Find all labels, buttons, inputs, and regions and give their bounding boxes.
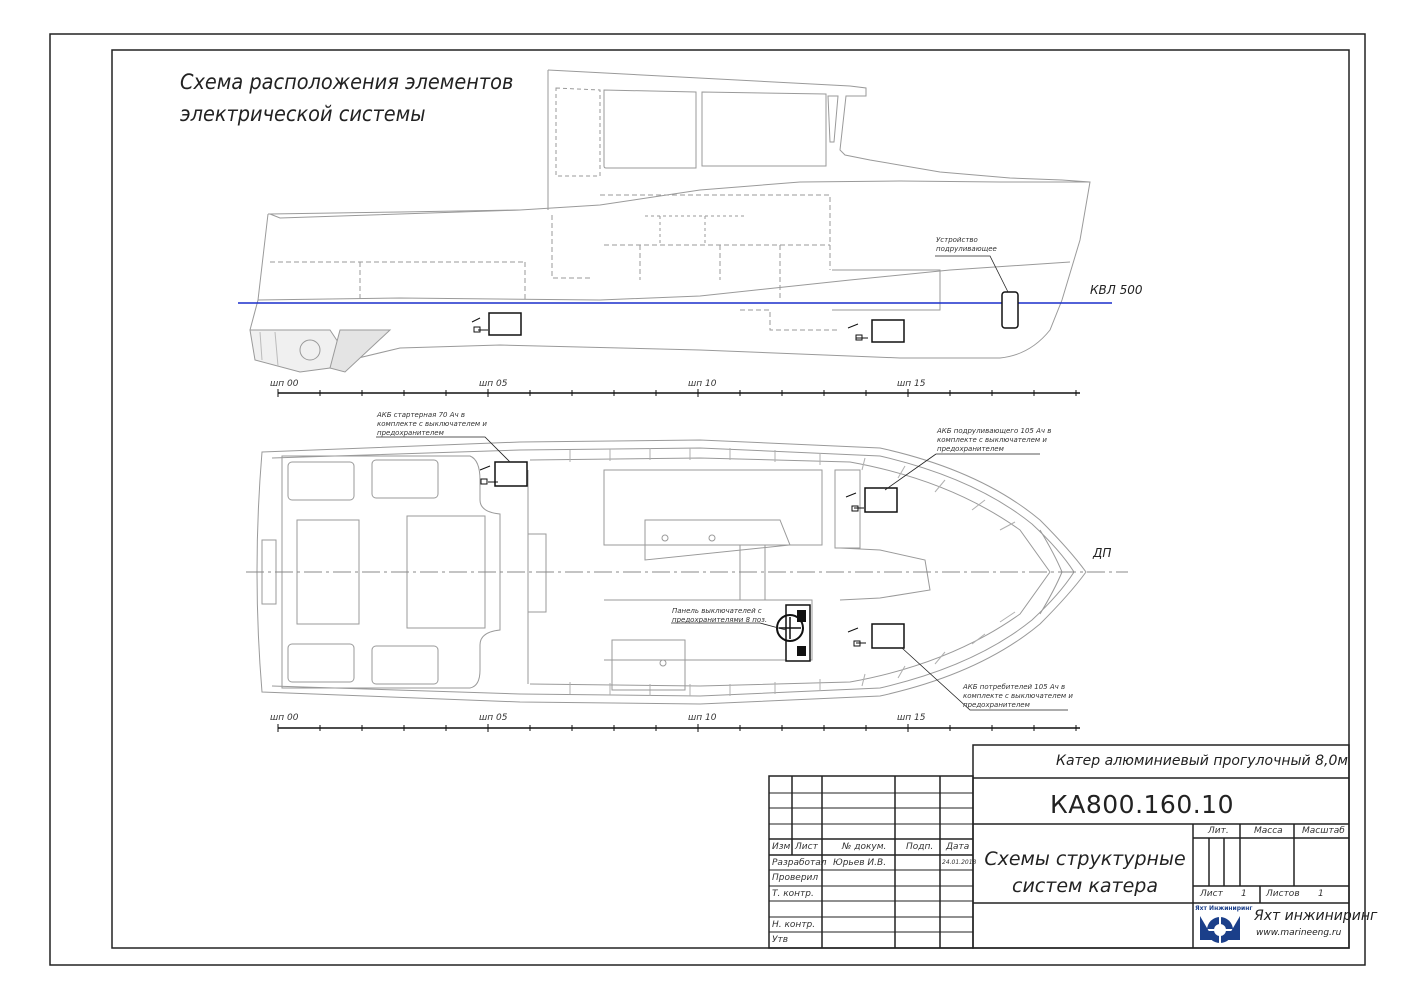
consumer-battery-line1: АКБ потребителей 105 Ач в [963,683,1066,691]
frame-label-15-plan: шп 15 [897,713,926,723]
row-approved: Утв [772,935,789,945]
plan-battery-consumer [848,624,904,648]
company-logo [1200,916,1240,943]
starter-battery-line2: комплекте с выключателем и [377,420,487,428]
company-website: www.marineeng.ru [1256,928,1342,938]
row-checked: Проверил [772,873,819,883]
frame-label-05-side: шп 05 [479,379,508,389]
thruster-battery-line1: АКБ подруливающего 105 Ач в [937,427,1052,435]
drawing-title [180,66,513,130]
col-header-sheet: Лист [795,842,818,852]
frame-scale-side [278,389,1080,397]
sheet-label: Лист [1200,889,1223,899]
consumer-battery-line2: комплекте с выключателем и [963,692,1073,700]
col-header-sign: Подп. [906,842,934,852]
thruster-label-line2: подруливающее [936,245,997,253]
developed-date: 24.01.2018 [942,859,977,866]
consumer-battery-line3: предохранителем [963,701,1030,709]
switch-panel-label [672,607,767,625]
scale-header: Масштаб [1302,826,1345,836]
row-tech-control: Т. контр. [772,889,814,899]
starter-battery-line3: предохранителем [377,429,444,437]
mass-header: Масса [1254,826,1283,836]
plan-battery-thruster [846,488,897,512]
plan-battery-starter [480,462,527,486]
side-battery-starter [472,313,521,335]
frame-label-10-plan: шп 10 [688,713,717,723]
switch-panel-console [777,605,810,661]
consumer-battery-label [963,683,1073,710]
frame-label-00-side: шп 00 [270,379,299,389]
outer-frame [50,34,1365,965]
logo-caption: Яхт Инжиниринг [1195,905,1253,912]
row-developed: Разработал [772,858,827,868]
lit-header: Лит. [1208,826,1229,836]
company-name: Яхт инжиниринг [1254,908,1378,924]
sheets-label: Листов [1266,889,1300,899]
switch-panel-line1: Панель выключателей с [672,607,762,615]
document-title [975,846,1195,900]
frame-label-10-side: шп 10 [688,379,717,389]
thruster-label-line1: Устройство [936,236,978,244]
thruster-battery-line2: комплекте с выключателем и [937,436,1047,444]
developer-name: Юрьев И.В. [833,858,887,868]
side-battery-consumer [848,320,904,342]
frame-label-00-plan: шп 00 [270,713,299,723]
col-header-date: Дата [946,842,970,852]
col-header-rev: Изм [772,842,791,852]
starter-battery-line1: АКБ стартерная 70 Ач в [377,411,465,419]
drawing-title-line1: Схема расположения элементов [180,70,514,94]
waterline-label: КВЛ 500 [1090,283,1143,297]
starter-battery-label [377,411,487,438]
centerline-label: ДП [1093,546,1112,560]
frame-label-15-side: шп 15 [897,379,926,389]
sheet-value: 1 [1241,889,1247,899]
document-title-line1: Схемы структурные [984,848,1186,870]
sheets-value: 1 [1318,889,1324,899]
thruster-battery-line3: предохранителем [937,445,1004,453]
thruster-label [936,236,997,254]
row-norm-control: Н. контр. [772,920,816,930]
col-header-docno: № докум. [842,842,887,852]
document-title-line2: систем катера [1012,875,1158,897]
plan-view [257,440,1086,704]
thruster-battery-label [937,427,1051,454]
switch-panel-line2: предохранителями 8 поз. [672,616,768,624]
thruster-leader [935,256,1008,292]
bow-thruster-unit [1002,292,1018,328]
drawing-title-line2: электрической системы [180,102,426,126]
frame-label-05-plan: шп 05 [479,713,508,723]
frame-scale-plan [278,724,1080,732]
document-code: КА800.160.10 [1050,790,1234,819]
vessel-name: Катер алюминиевый прогулочный 8,0м [1056,753,1348,769]
